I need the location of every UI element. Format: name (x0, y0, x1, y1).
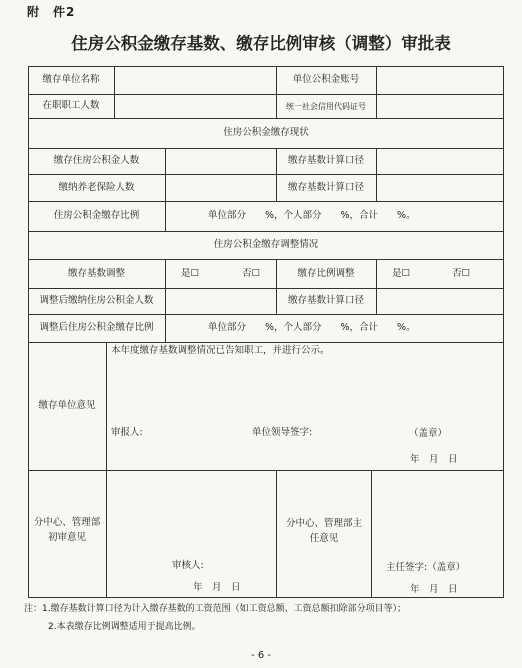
status-section-header: 住房公积金缴存现状 (223, 127, 309, 138)
base-range-label-3: 缴存基数计算口径 (287, 295, 364, 306)
ratio-adjust-no-checkbox[interactable]: 否☐ (452, 268, 471, 279)
adjusted-ratio-label: 调整后住房公积金缴存比例 (39, 322, 154, 333)
reporter-label: 审报人: (111, 427, 143, 438)
center-review-label-line-1: 分中心、管理部 (33, 517, 101, 528)
account-number-field[interactable] (377, 67, 503, 94)
base-adjust-yes-checkbox[interactable]: 是☐ (181, 268, 200, 279)
base-range-label-2: 缴存基数计算口径 (287, 182, 364, 193)
center-review-label-line-2: 初审意见 (47, 532, 86, 543)
director-date: 年 月 日 (410, 584, 458, 595)
attachment-label: 附 件2 (27, 5, 76, 19)
adjusted-people-label: 调整后缴纳住房公积金人数 (39, 295, 154, 306)
base-range-label-1: 缴存基数计算口径 (287, 155, 364, 166)
publicity-notice: 本年度缴存基数调整情况已告知职工，并进行公示。 (111, 345, 330, 356)
employee-count-field[interactable] (115, 95, 276, 118)
ratio-label: 住房公积金缴存比例 (53, 210, 140, 221)
base-range-field-2[interactable] (377, 175, 503, 201)
director-opinion-label-line-2: 任意见 (309, 533, 339, 544)
page-title: 住房公积金缴存基数、缴存比例审核（调整）审批表 (71, 34, 451, 53)
credit-code-label: 统一社会信用代码证号 (286, 102, 366, 111)
review-date: 年 月 日 (193, 582, 241, 593)
ratio-adjust-yes-checkbox[interactable]: 是☐ (392, 268, 411, 279)
base-adjust-no-checkbox[interactable]: 否☐ (242, 268, 261, 279)
paying-people-label: 缴存住房公积金人数 (53, 155, 140, 166)
adjusted-people-field[interactable] (166, 289, 276, 314)
director-signature-label: 主任签字:（盖章） (386, 562, 466, 573)
pension-people-label: 缴纳养老保险人数 (58, 182, 135, 193)
footnote-2: 2.本表缴存比例调整适用于提高比例。 (48, 622, 201, 632)
pension-people-field[interactable] (166, 175, 276, 201)
base-range-field-3[interactable] (377, 289, 503, 314)
page-number: - 6 - (251, 650, 271, 661)
footnote-1: 注：1.缴存基数计算口径为计入缴存基数的工资范围（如工资总额、工资总额扣除部分项目等）； (24, 604, 407, 614)
unit-name-field[interactable] (115, 67, 276, 94)
unit-opinion-label: 缴存单位意见 (38, 400, 96, 411)
adjusted-ratio-value: 单位部分 %，个人部分 %，合计 %。 (208, 322, 416, 333)
unit-opinion-date: 年 月 日 (410, 454, 458, 465)
base-range-field-1[interactable] (377, 149, 503, 174)
ratio-adjust-label: 缴存比例调整 (297, 268, 355, 279)
reviewer-label: 审核人: (172, 560, 204, 571)
ratio-value: 单位部分 %，个人部分 %，合计 %。 (208, 210, 416, 221)
employee-count-label: 在职职工人数 (42, 100, 100, 111)
unit-leader-signature-label: 单位领导签字: (252, 427, 313, 438)
credit-code-field[interactable] (377, 95, 503, 118)
base-adjust-label: 缴存基数调整 (67, 268, 125, 279)
paying-people-field[interactable] (166, 149, 276, 174)
adjust-section-header: 住房公积金缴存调整情况 (213, 239, 319, 250)
unit-name-label: 缴存单位名称 (42, 74, 100, 85)
account-number-label: 单位公积金账号 (292, 74, 360, 85)
unit-seal-label: （盖章） (409, 428, 448, 439)
director-opinion-label-line-1: 分中心、管理部主 (285, 518, 362, 529)
